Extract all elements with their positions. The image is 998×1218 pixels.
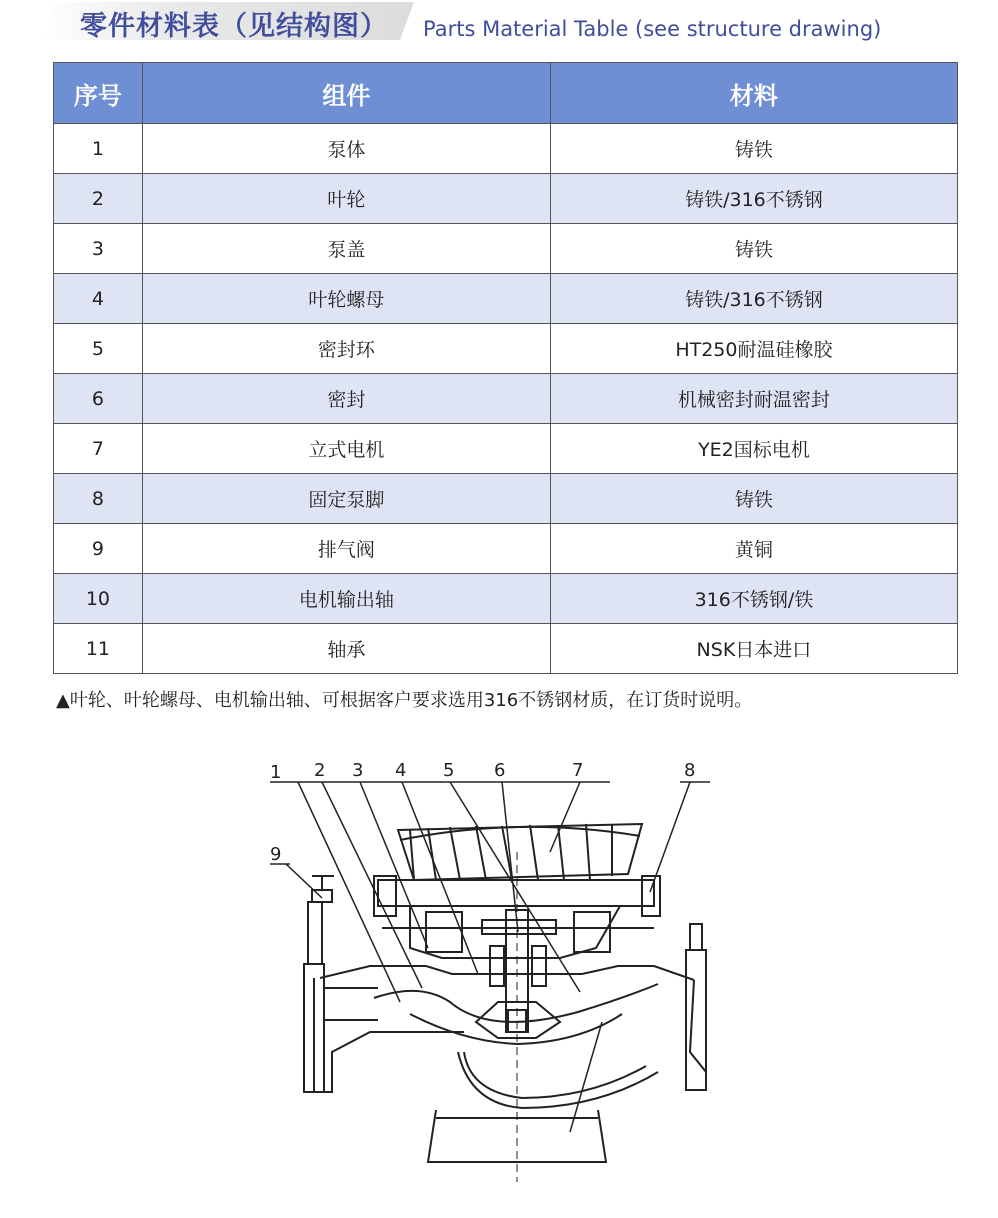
diagram-label-4: 4	[395, 760, 407, 781]
title-chinese: 零件材料表（见结构图）	[80, 11, 388, 42]
cell-part: 立式电机	[142, 424, 550, 474]
cell-material: 铸铁/316不锈钢	[550, 274, 957, 324]
cell-part: 泵体	[142, 124, 550, 174]
cell-number: 1	[54, 124, 143, 174]
diagram-label-1: 1	[270, 762, 282, 783]
cell-part: 叶轮螺母	[142, 274, 550, 324]
cell-material: 铸铁	[550, 224, 957, 274]
table-header-row	[54, 63, 958, 124]
cell-part: 泵盖	[142, 224, 550, 274]
cell-number: 11	[54, 624, 143, 674]
table-row	[54, 324, 958, 374]
section-header	[0, 0, 998, 52]
table-row	[54, 174, 958, 224]
cell-part: 密封环	[142, 324, 550, 374]
table-row	[54, 474, 958, 524]
table-row	[54, 374, 958, 424]
cell-material: 铸铁/316不锈钢	[550, 174, 957, 224]
cell-material: HT250耐温硅橡胶	[550, 324, 957, 374]
title-english: Parts Material Table (see structure drawing)	[423, 17, 882, 41]
cell-part: 固定泵脚	[142, 474, 550, 524]
vent-valve	[312, 876, 334, 902]
diagram-label-7: 7	[572, 760, 584, 781]
header-material: 材料	[550, 63, 957, 124]
header-part: 组件	[142, 63, 550, 124]
cell-number: 2	[54, 174, 143, 224]
diagram-label-9: 9	[270, 844, 282, 865]
table-row	[54, 524, 958, 574]
cell-material: 机械密封耐温密封	[550, 374, 957, 424]
cell-number: 3	[54, 224, 143, 274]
cell-material: 316不锈钢/铁	[550, 574, 957, 624]
diagram-label-8: 8	[684, 760, 696, 781]
table-row	[54, 224, 958, 274]
cell-material: NSK日本进口	[550, 624, 957, 674]
table-row	[54, 424, 958, 474]
diagram-label-6: 6	[494, 760, 506, 781]
cell-part: 轴承	[142, 624, 550, 674]
cell-number: 10	[54, 574, 143, 624]
header-number: 序号	[54, 63, 143, 124]
cell-part: 叶轮	[142, 174, 550, 224]
table-row	[54, 124, 958, 174]
diagram-label-2: 2	[314, 760, 326, 781]
parts-material-table	[53, 62, 958, 674]
pump-structure-drawing	[250, 752, 750, 1182]
table-row	[54, 574, 958, 624]
diagram-label-5: 5	[443, 760, 455, 781]
cell-material: YE2国标电机	[550, 424, 957, 474]
motor-fan	[398, 824, 642, 880]
table-row	[54, 274, 958, 324]
order-note: ▲叶轮、叶轮螺母、电机输出轴、可根据客户要求选用316不锈钢材质，在订货时说明。	[56, 690, 753, 711]
cell-number: 7	[54, 424, 143, 474]
diagram-label-3: 3	[352, 760, 364, 781]
cell-material: 黄铜	[550, 524, 957, 574]
cell-number: 8	[54, 474, 143, 524]
cell-part: 电机输出轴	[142, 574, 550, 624]
cell-number: 9	[54, 524, 143, 574]
shaft-assembly	[482, 852, 556, 1182]
table-row	[54, 624, 958, 674]
cell-number: 5	[54, 324, 143, 374]
cell-part: 密封	[142, 374, 550, 424]
cell-number: 4	[54, 274, 143, 324]
cell-number: 6	[54, 374, 143, 424]
cell-part: 排气阀	[142, 524, 550, 574]
cell-material: 铸铁	[550, 124, 957, 174]
cell-material: 铸铁	[550, 474, 957, 524]
